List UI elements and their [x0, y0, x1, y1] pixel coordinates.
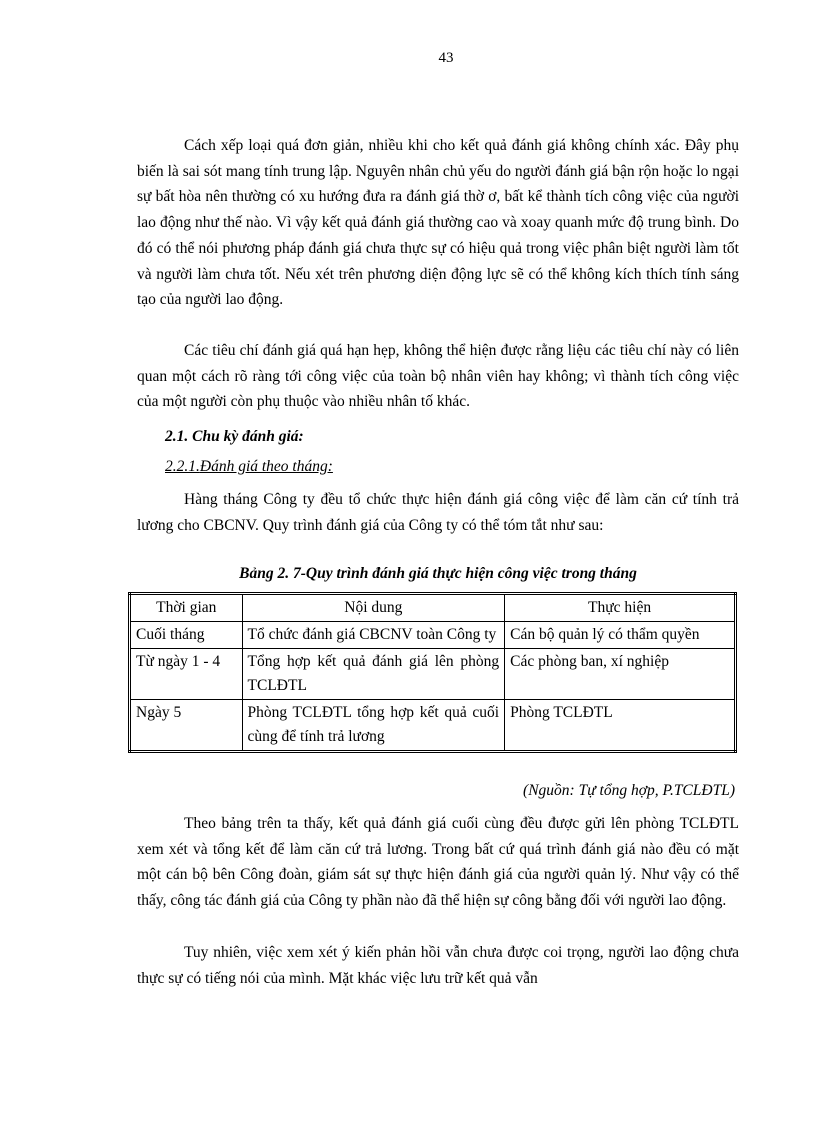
subsection-title: Đánh giá theo tháng:	[199, 458, 333, 475]
paragraph-table-analysis	[137, 811, 739, 914]
table-cell-time: Ngày 5	[130, 700, 243, 752]
table-cell-time: Cuối tháng	[130, 622, 243, 649]
paragraph-text: Tuy nhiên, việc xem xét ý kiến phản hồi vẫn chưa được coi trọng, người lao động chưa thực sự có tiếng nói của mình. Mặt khác việc lưu trữ kết quả vẫn	[137, 944, 739, 987]
table-cell-performer: Cán bộ quản lý có thẩm quyền	[505, 622, 736, 649]
table-source-note: (Nguồn: Tự tổng hợp, P.TCLĐTL)	[523, 782, 735, 799]
column-header-time: Thời gian	[130, 594, 243, 622]
table-cell-performer: Các phòng ban, xí nghiệp	[505, 649, 736, 700]
table-cell-content: Tổng hợp kết quả đánh giá lên phòng TCLĐTL	[242, 649, 505, 700]
paragraph-text: Hàng tháng Công ty đều tổ chức thực hiện đánh giá công việc để làm căn cứ tính trả lương cho CBCNV. Quy trình đánh giá của Công ty có thể tóm tắt như sau:	[137, 491, 739, 534]
column-header-performer: Thực hiện	[505, 594, 736, 622]
paragraph-text: Cách xếp loại quá đơn giản, nhiều khi cho kết quả đánh giá không chính xác. Đây phụ biến là sai sót mang tính trung lập. Nguyên nhân chủ yếu do người đánh giá bận rộn hoặc lo ngại sự bất hòa nên thường có xu hướng đưa ra đánh giá thờ ơ, bất kể thành tích công việc của người lao động như thế nào. Vì vậy kết quả đánh giá thường cao và xoay quanh mức độ trung bình. Do đó có thể nói phương pháp đánh giá chưa thực sự có hiệu quả trong việc phân biệt người làm tốt và người làm chưa tốt. Nếu xét trên phương diện động lực sẽ có thể không kích thích tính sáng tạo của người lao động.	[137, 137, 739, 309]
paragraph-criteria	[137, 338, 739, 415]
section-heading: 2.1. Chu kỳ đánh giá:	[165, 428, 304, 445]
paragraph-monthly-intro	[137, 487, 739, 538]
evaluation-process-table	[128, 592, 737, 753]
table-row	[130, 700, 736, 752]
paragraph-rating-issues	[137, 133, 739, 313]
table-cell-content: Phòng TCLĐTL tổng hợp kết quả cuối cùng để tính trả lương	[242, 700, 505, 752]
column-header-content: Nội dung	[242, 594, 505, 622]
page-number: 43	[438, 50, 454, 66]
table-row	[130, 649, 736, 700]
table-cell-time: Từ ngày 1 - 4	[130, 649, 243, 700]
table-header-row	[130, 594, 736, 622]
subsection-heading	[165, 458, 333, 476]
paragraph-text: Theo bảng trên ta thấy, kết quả đánh giá cuối cùng đều được gửi lên phòng TCLĐTL xem xét và tổng kết để làm căn cứ trả lương. Trong bất cứ quá trình đánh giá nào đều có mặt một cán bộ bên Công đoàn, giám sát sự thực hiện đánh giá của người quản lý. Như vậy có thể thấy, công tác đánh giá của Công ty phần nào đã thể hiện sự công bằng đối với người lao động.	[137, 815, 739, 910]
subsection-number: 2.2.1.	[165, 458, 200, 475]
table-cell-performer: Phòng TCLĐTL	[505, 700, 736, 752]
table-caption: Bảng 2. 7-Quy trình đánh giá thực hiện công việc trong tháng	[239, 565, 637, 582]
table-row	[130, 622, 736, 649]
paragraph-text: Các tiêu chí đánh giá quá hạn hẹp, không thể hiện được rằng liệu các tiêu chí này có liên quan một cách rõ ràng tới công việc của toàn bộ nhân viên hay không; vì thành tích công việc của một người còn phụ thuộc vào nhiều nhân tố khác.	[137, 342, 739, 411]
paragraph-feedback	[137, 940, 739, 991]
table-cell-content: Tổ chức đánh giá CBCNV toàn Công ty	[242, 622, 505, 649]
